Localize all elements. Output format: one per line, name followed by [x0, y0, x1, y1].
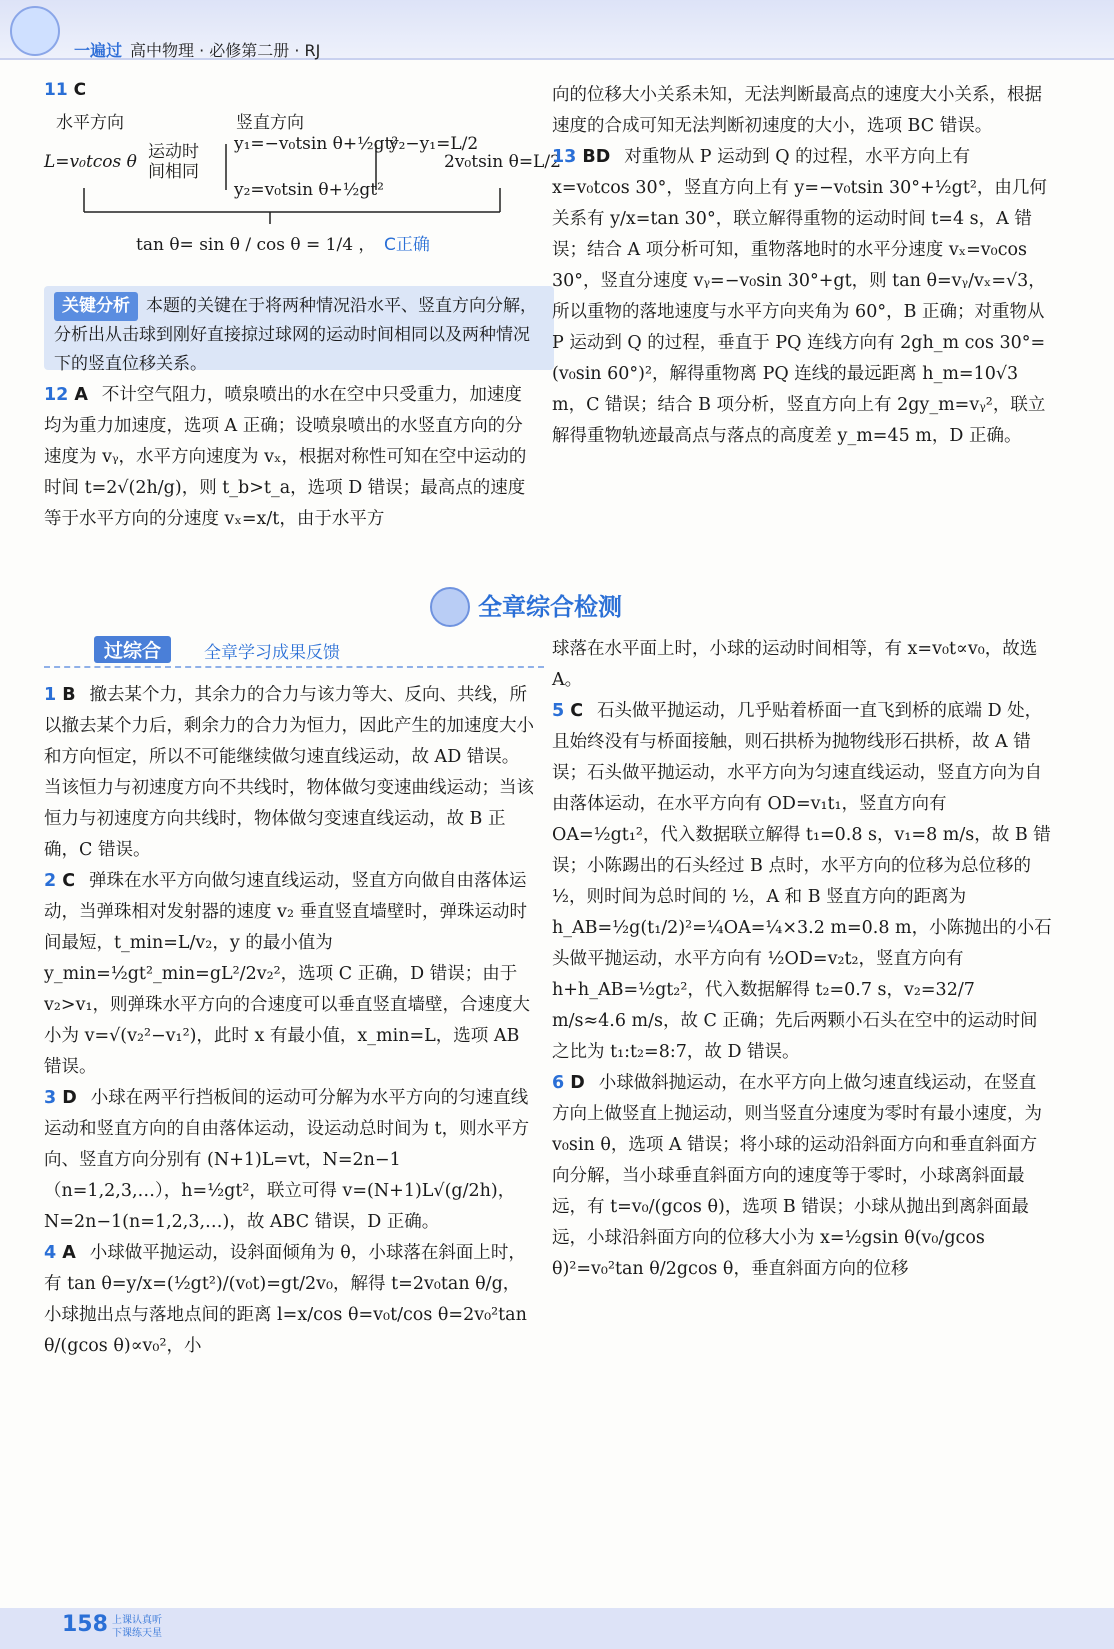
section-title: 全章综合检测 [478, 593, 622, 621]
book-subtitle: 高中物理 · 必修第二册 · RJ [130, 41, 321, 60]
answer-item: 球落在水平面上时，小球的运动时间相等，有 x=v₀t∝v₀，故选 A。 [552, 639, 1038, 690]
q11-number: 11 C [44, 80, 87, 100]
y1-equation: y₁=−v₀tsin θ+½gt² [234, 134, 399, 154]
answer-item: 12 A 不计空气阻力，喷泉喷出的水在空中只受重力，加速度均为重力加速度，选项 A 正确；设喷泉喷出的水竖直方向的分速度为 vᵧ，水平方向速度为 vₓ，根据对称性可知在空中运动的时间 t=2√(2h/g)，则 t_b>t_a，选项 D 错误；最高点的速度等于水平方向的分速度 vₓ=x/t，由于水平方 [44, 385, 527, 529]
subsection-heading [44, 634, 544, 668]
result-equation: 2v₀tsin θ=L/2 [444, 152, 561, 172]
key-analysis-box [44, 286, 554, 374]
answer-item: 6 D 小球做斜抛运动，在水平方向上做匀速直线运动，在竖直方向上做竖直上抛运动，则当竖直分速度为零时有最小速度，为 v₀sin θ，选项 A 错误；将小球的运动沿斜面方向和垂直斜面方向分解，当小球垂直斜面方向的速度等于零时，小球离斜面最远，有 t=v₀/(gcos θ)，选项 B 错误；小球从抛出到离斜面最远，小球沿斜面方向的位移大小为 x=½gsin θ(v₀/gcos θ)²=v₀²tan θ/2gcos θ，垂直斜面方向的位移 [552, 1073, 1042, 1279]
left-bottom-column [44, 680, 534, 1605]
q11-correct: C正确 [384, 235, 430, 255]
left-top-column [44, 380, 534, 580]
diagram-arrows [44, 108, 574, 288]
answer-item: 4 A 小球做平抛运动，设斜面倾角为 θ，小球落在斜面上时，有 tan θ=y/x=(½gt²)/(v₀t)=gt/2v₀，解得 t=2v₀tan θ/g，小球抛出点与落地点间的距离 l=x/cos θ=v₀t/cos θ=2v₀²tan θ/(gcos θ)∝v₀²，小 [44, 1243, 527, 1356]
star-mascot-icon [430, 587, 470, 627]
difference-equation: y₂−y₁=L/2 [389, 134, 479, 154]
page-header [0, 0, 1114, 60]
page-footer [0, 1608, 1114, 1649]
horizontal-equation: L=v₀tcos θ [44, 152, 137, 172]
subsection-tag: 过综合 [94, 636, 171, 663]
key-analysis-tag: 关键分析 [54, 292, 138, 321]
answer-item: 3 D 小球在两平行挡板间的运动可分解为水平方向的匀速直线运动和竖直方向的自由落体运动，设运动总时间为 t，则水平方向、竖直方向分别有 (N+1)L=vt，N=2n−1（n=1,2,3,…），h=½gt²，联立可得 v=(N+1)L√(g/2h)，N=2n−1(n=1,2,3,…)，故 ABC 错误，D 正确。 [44, 1088, 530, 1232]
answer-item: 向的位移大小关系未知，无法判断最高点的速度大小关系，根据速度的合成可知无法判断初速度的大小，选项 BC 错误。 [552, 85, 1042, 136]
key-analysis-text: 本题的关键在于将两种情况沿水平、竖直方向分解，分析出从击球到刚好直接掠过球网的运动时间相同以及两种情况下的竖直位移关系。 [54, 296, 537, 374]
right-top-column [552, 80, 1052, 580]
vertical-label: 竖直方向 [236, 113, 304, 133]
horizontal-label: 水平方向 [56, 113, 124, 133]
page-number: 158 [62, 1612, 108, 1637]
brand-name: 一遍过 [74, 41, 123, 60]
q11-diagram [44, 80, 574, 288]
answer-item: 13 BD 对重物从 P 运动到 Q 的过程，水平方向上有 x=v₀tcos 30°，竖直方向上有 y=−v₀tsin 30°+½gt²，由几何关系有 y/x=tan 30°，联立解得重物的运动时间 t=4 s，A 错误；结合 A 项分析可知，重物落地时的水平分速度 vₓ=v₀cos 30°，竖直分速度 vᵧ=−v₀sin 30°+gt，则 tan θ=vᵧ/vₓ=√3，所以重物的落地速度与水平方向夹角为 60°，B 正确；对重物从 P 运动到 Q 的过程，垂直于 PQ 连线方向有 2gh_m cos 30°=(v₀sin 60°)²，解得重物离 PQ 连线的最远距离 h_m=10√3 m，C 错误；结合 B 项分析，竖直方向上有 2gy_m=vᵧ²，联立解得重物轨迹最高点与落点的高度差 y_m=45 m，D 正确。 [552, 147, 1047, 446]
footer-slogan: 上课认真听 下课练天星 [112, 1615, 162, 1639]
subsection-text: 全章学习成果反馈 [204, 643, 340, 663]
book-title [74, 38, 320, 61]
answer-item: 5 C 石头做平抛运动，几乎贴着桥面一直飞到桥的底端 D 处，且始终没有与桥面接触，则石拱桥为抛物线形石拱桥，故 A 错误；石头做平抛运动，水平方向为匀速直线运动，竖直方向为自由落体运动，在水平方向有 OD=v₁t₁，竖直方向有 OA=½gt₁²，代入数据联立解得 t₁=0.8 s，v₁=8 m/s，故 B 错误；小陈踢出的石头经过 B 点时，水平方向的位移为总位移的 ½，则时间为总时间的 ½，A 和 B 竖直方向的距离为 h_AB=½g(t₁/2)²=¼OA=¼×3.2 m=0.8 m，小陈抛出的小石头做平抛运动，水平方向有 ½OD=v₂t₂，竖直方向有 h+h_AB=½gt₂²，代入数据解得 t₂=0.7 s，v₂=32/7 m/s≈4.6 m/s，故 C 正确；先后两颗小石头在空中的运动时间之比为 t₁:t₂=8:7，故 D 错误。 [552, 701, 1052, 1062]
y2-equation: y₂=v₀tsin θ+½gt² [234, 180, 384, 200]
tan-result: tan θ= sin θ / cos θ = 1/4 ， [136, 235, 376, 255]
section-heading [430, 585, 690, 625]
answer-item: 1 B 撤去某个力，其余力的合力与该力等大、反向、共线，所以撤去某个力后，剩余力的合力为恒力，因此产生的加速度大小和方向恒定，所以不可能继续做匀速直线运动，故 AD 错误。当该恒力与初速度方向不共线时，物体做匀变速曲线运动；当该恒力与初速度方向共线时，物体做匀变速直线运动，故 B 正确，C 错误。 [44, 685, 534, 860]
same-time-label: 运动时 间相同 [148, 142, 199, 182]
mascot-logo-icon [10, 6, 60, 56]
answer-item: 2 C 弹珠在水平方向做匀速直线运动，竖直方向做自由落体运动，当弹珠相对发射器的速度 v₂ 垂直竖直墙壁时，弹珠运动时间最短，t_min=L/v₂，y 的最小值为 y_min=½gt²_min=gL²/2v₂²，选项 C 正确，D 错误；由于 v₂>v₁，则弹珠水平方向的合速度可以垂直竖直墙壁，合速度大小为 v=√(v₂²−v₁²)，此时 x 有最小值，x_min=L，选项 AB 错误。 [44, 871, 530, 1077]
right-bottom-column [552, 634, 1052, 1604]
